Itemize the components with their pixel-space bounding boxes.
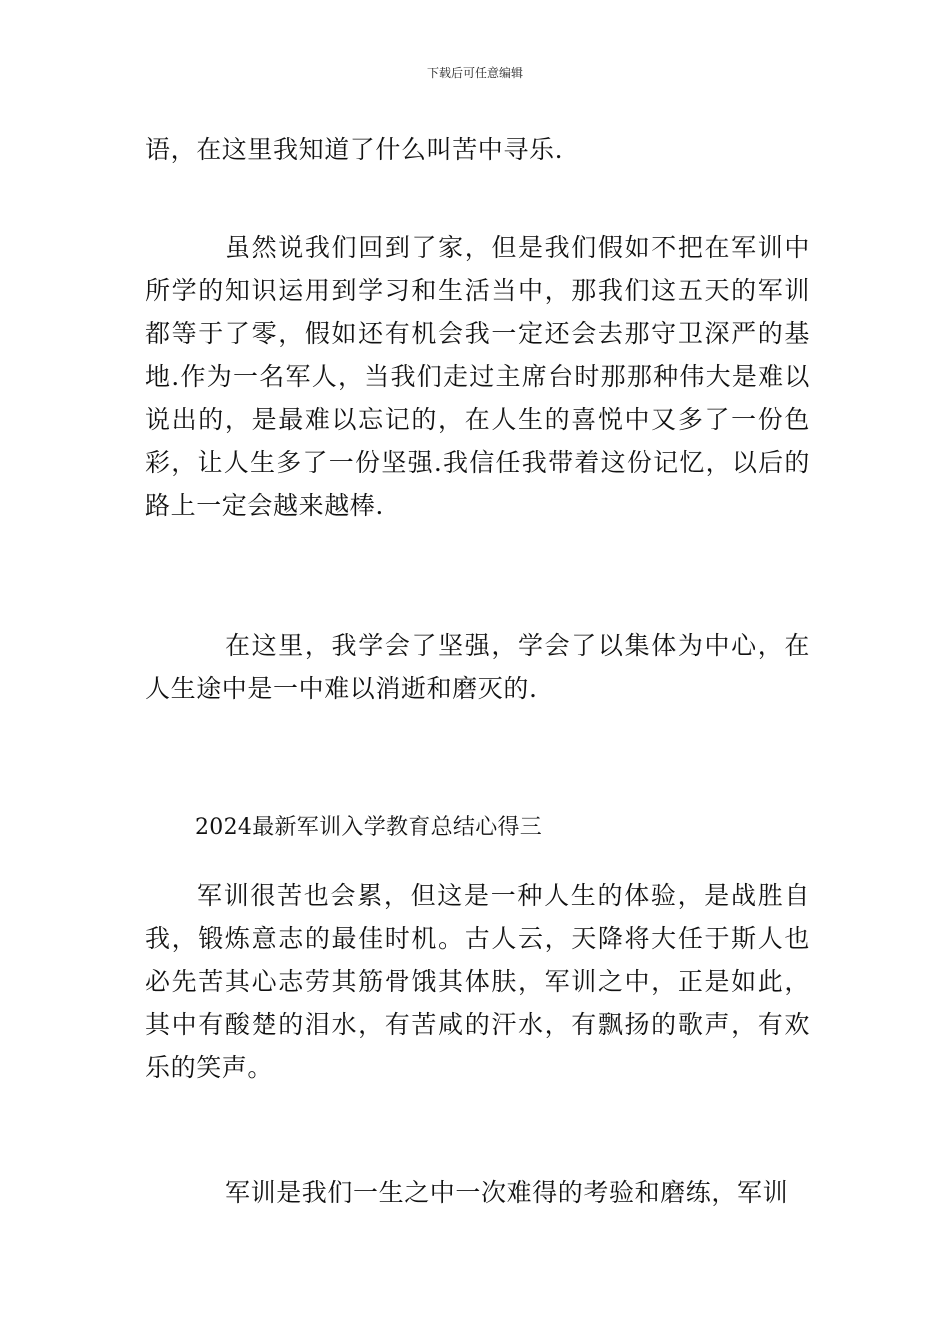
paragraph: 在这里，我学会了坚强，学会了以集体为中心，在人生途中是一中难以消逝和磨灭的. (145, 631, 810, 703)
paragraph: 虽然说我们回到了家，但是我们假如不把在军训中所学的知识运用到学习和生活当中，那我们这五天的军训都等于了零，假如还有机会我一定还会去那守卫深严的基地.作为一名军人，当我们走过主席台时那那种伟大是难以说出的，是最难以忘记的，在人生的喜悦中又多了一份色彩，让人生多了一份坚强.我信任我带着这份记忆，以后的路上一定会越来越棒. (145, 233, 810, 520)
section-title: 2024最新军训入学教育总结心得三 (195, 815, 543, 840)
page-header-note: 下载后可任意编辑 (426, 66, 523, 80)
paragraph: 军训是我们一生之中一次难得的考验和磨练，军训 (225, 1178, 789, 1207)
paragraph-continuation: 语，在这里我知道了什么叫苦中寻乐. (145, 135, 564, 164)
paragraph: 军训很苦也会累，但这是一种人生的体验，是战胜自我，锻炼意志的最佳时机。古人云，天降将大任于斯人也必先苦其心志劳其筋骨饿其体肤，军训之中，正是如此，其中有酸楚的泪水，有苦咸的汗水，有飘扬的歌声，有欢乐的笑声。 (145, 881, 810, 1082)
